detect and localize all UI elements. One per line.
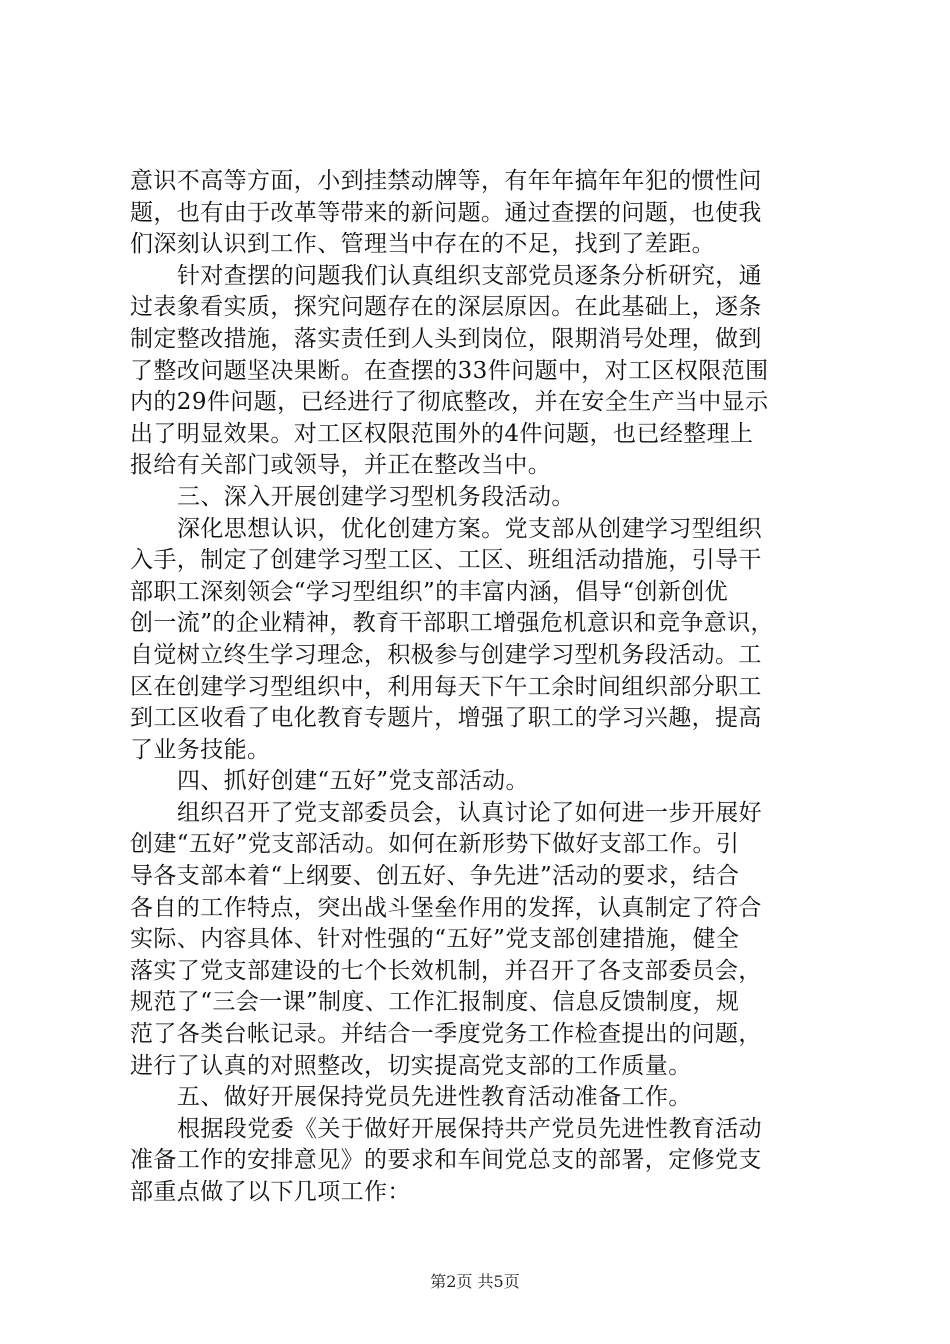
text-line: 了整改问题坚决果断。在查摆的33件问题中，对工区权限范围 [130,357,769,384]
text-line: 意识不高等方面，小到挂禁动牌等，有年年搞年年犯的惯性问 [130,168,762,194]
page-footer: 第2页 共5页 [430,1272,520,1291]
text-line: 自觉树立终生学习理念，积极参与创建学习型机务段活动。工 [130,641,762,668]
text-line: 根据段党委《关于做好开展保持共产党员先进性教育活动 [177,1115,762,1142]
text-line: 创一流”的企业精神，教育干部职工增强危机意识和竞争意识， [130,610,774,637]
text-line: 深化思想认识，优化创建方案。党支部从创建学习型组织 [177,515,762,542]
text-line: 部职工深刻领会“学习型组织”的丰富内涵，倡导“创新创优 [130,578,729,605]
text-line: 规范了“三会一课”制度、工作汇报制度、信息反馈制度，规 [130,989,740,1016]
text-line: 过表象看实质，探究问题存在的深层原因。在此基础上，逐条 [130,294,762,321]
text-line: 到工区收看了电化教育专题片，增强了职工的学习兴趣，提高 [130,705,762,732]
text-line: 部重点做了以下几项工作： [130,1179,411,1205]
text-line: 进行了认真的对照整改，切实提高党支部的工作质量。 [130,1052,692,1079]
text-line: 内的29件问题，已经进行了彻底整改，并在安全生产当中显示 [130,389,769,416]
text-line: 范了各类台帐记录。并结合一季度党务工作检查提出的问题， [130,1021,762,1048]
text-line: 落实了党支部建设的七个长效机制，并召开了各支部委员会， [130,957,762,984]
text-line: 了业务技能。 [130,736,271,763]
text-line: 准备工作的安排意见》的要求和车间党总支的部署，定修党支 [130,1147,762,1174]
text-line: 三、深入开展创建学习型机务段活动。 [177,483,575,510]
text-line: 们深刻认识到工作、管理当中存在的不足，找到了差距。 [130,231,715,258]
text-line: 制定整改措施，落实责任到人头到岗位，限期消号处理，做到 [130,325,762,352]
text-line: 组织召开了党支部委员会，认真讨论了如何进一步开展好 [177,799,762,826]
text-line: 入手，制定了创建学习型工区、工区、班组活动措施，引导干 [130,547,762,574]
document-body [130,166,832,1209]
text-line: 区在创建学习型组织中，利用每天下午工余时间组织部分职工 [130,673,762,700]
text-line: 题，也有由于改革等带来的新问题。通过查摆的问题，也使我 [130,199,762,226]
text-line: 各自的工作特点，突出战斗堡垒作用的发挥，认真制定了符合 [130,894,762,921]
text-line: 针对查摆的问题我们认真组织支部党员逐条分析研究，通 [177,262,762,289]
text-line: 报给有关部门或领导，并正在整改当中。 [130,452,552,479]
text-line: 四、抓好创建“五好”党支部活动。 [177,768,529,795]
text-line: 导各支部本着“上纲要、创五好、争先进”活动的要求，结合 [130,863,740,890]
text-line: 出了明显效果。对工区权限范围外的4件问题，也已经整理上 [130,420,754,447]
text-line: 五、做好开展保持党员先进性教育活动准备工作。 [177,1084,692,1111]
text-line: 创建“五好”党支部活动。如何在新形势下做好支部工作。引 [130,831,740,858]
text-line: 实际、内容具体、针对性强的“五好”党支部创建措施，健全 [130,926,740,953]
